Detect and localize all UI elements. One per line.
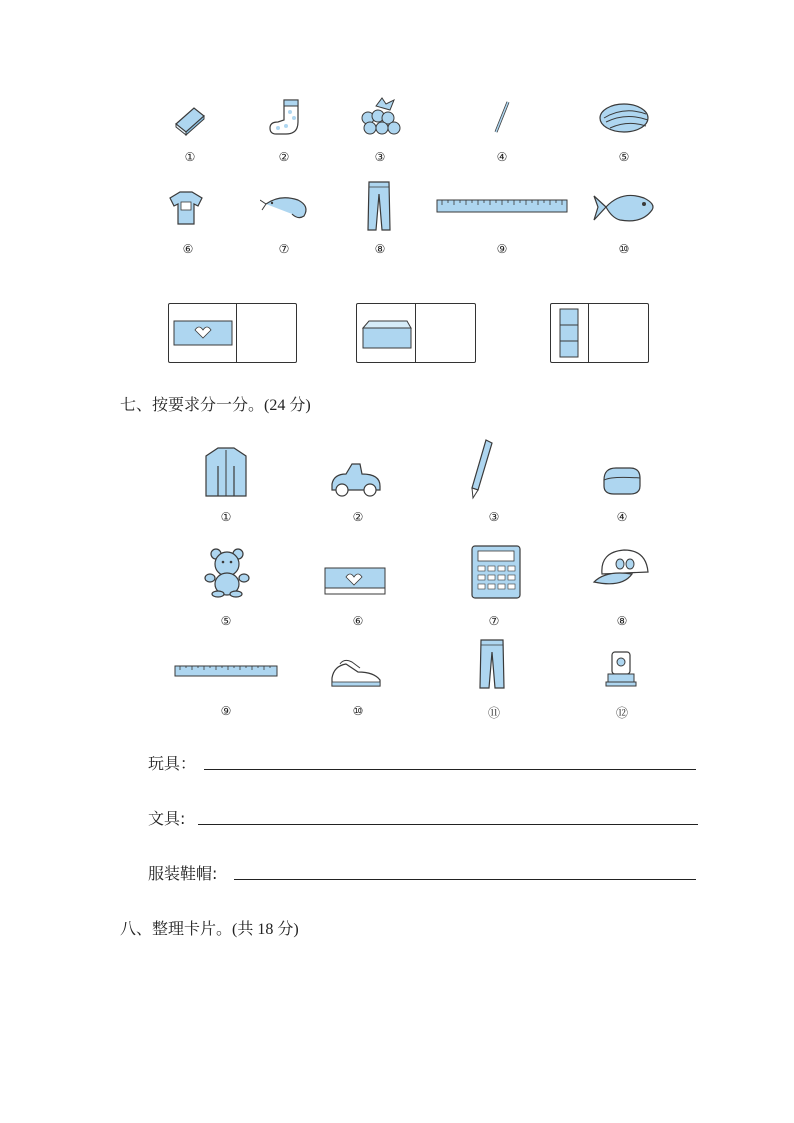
storage-box-icon xyxy=(361,318,413,350)
sharpener-icon xyxy=(604,646,638,690)
item-number: ③ xyxy=(374,150,386,164)
section-8-title: 八、整理卡片。 xyxy=(120,919,233,938)
toys-label: 玩具： xyxy=(148,754,197,773)
toy-car-icon xyxy=(328,460,384,498)
section-7-heading xyxy=(120,392,311,415)
item-number: ⑪ xyxy=(487,706,500,720)
item-number: ⑫ xyxy=(615,706,628,720)
sorting-box xyxy=(356,303,476,363)
cap-icon xyxy=(592,546,652,596)
wardrobe-icon xyxy=(559,308,579,358)
eraser-icon xyxy=(170,100,210,140)
section-7-points: (24 分) xyxy=(264,397,311,414)
item-number: ⑨ xyxy=(496,242,508,256)
item-number: ⑩ xyxy=(352,704,364,718)
toys-answer-line[interactable] xyxy=(204,769,696,770)
sneakers-icon xyxy=(330,654,384,690)
ruler-icon xyxy=(174,664,278,678)
teddy-bear-icon xyxy=(204,548,250,598)
section-7-title: 七、按要求分一分。 xyxy=(120,395,265,414)
sorting-box xyxy=(550,303,649,363)
section-8-points: (共 18 分) xyxy=(232,921,299,938)
section-8-heading xyxy=(120,916,299,939)
item-number: ⑧ xyxy=(374,242,386,256)
sorting-box xyxy=(168,303,297,363)
grapes-icon xyxy=(358,96,406,140)
item-number: ⑩ xyxy=(618,242,630,256)
pencil-box-icon xyxy=(173,318,233,348)
fish-icon xyxy=(592,186,658,228)
sock-icon xyxy=(266,96,306,140)
jeans-icon xyxy=(366,180,392,232)
jacket-icon xyxy=(204,446,248,498)
item-number: ② xyxy=(352,510,364,524)
item-number: ⑥ xyxy=(182,242,194,256)
stationery-answer-line[interactable] xyxy=(198,824,698,825)
item-number: ① xyxy=(184,150,196,164)
pencil-thin-icon xyxy=(488,98,516,138)
stationery-label: 文具: xyxy=(148,809,186,828)
item-number: ⑥ xyxy=(352,614,364,628)
item-number: ⑤ xyxy=(618,150,630,164)
item-number: ③ xyxy=(488,510,500,524)
item-number: ⑦ xyxy=(488,614,500,628)
ruler-icon xyxy=(436,198,568,214)
item-number: ④ xyxy=(496,150,508,164)
pencil-case-icon xyxy=(600,462,642,498)
cabbage-icon xyxy=(596,98,654,138)
calculator-icon xyxy=(470,544,522,600)
clothing-answer-line[interactable] xyxy=(234,879,696,880)
item-number: ⑨ xyxy=(220,704,232,718)
item-number: ⑧ xyxy=(616,614,628,628)
item-number: ⑦ xyxy=(278,242,290,256)
item-number: ④ xyxy=(616,510,628,524)
tshirt-icon xyxy=(166,188,206,228)
shrimp-icon xyxy=(260,190,314,224)
item-number: ⑤ xyxy=(220,614,232,628)
pencil-icon xyxy=(470,438,494,500)
jeans-icon xyxy=(478,638,506,690)
pencil-box-icon xyxy=(324,566,386,596)
item-number: ② xyxy=(278,150,290,164)
item-number: ① xyxy=(220,510,232,524)
clothing-label: 服装鞋帽: xyxy=(148,864,218,883)
